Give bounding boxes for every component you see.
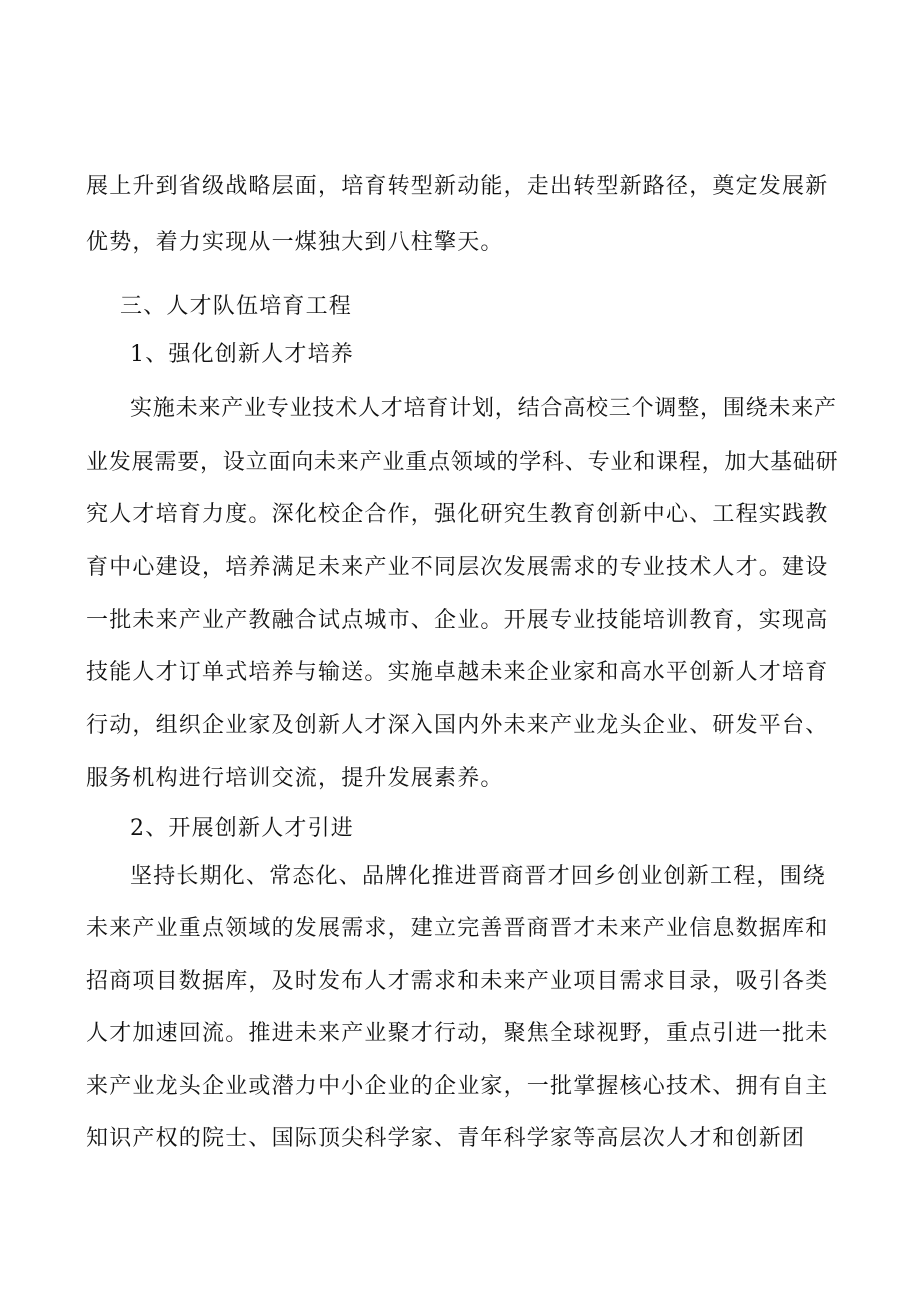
section-heading: 三、人才队伍培育工程: [120, 294, 353, 319]
sub1-line-6: 技能人才订单式培养与输送。实施卓越未来企业家和高水平创新人才培育: [86, 660, 829, 685]
sub2-line-1: 坚持长期化、常态化、品牌化推进晋商晋才回乡创业创新工程，围绕: [130, 864, 827, 889]
sub2-heading: 2、开展创新人才引进: [130, 816, 354, 841]
sub1-heading: 1、强化创新人才培养: [130, 342, 354, 367]
sub1-line-1: 实施未来产业专业技术人才培育计划，结合高校三个调整，围绕未来产: [130, 396, 837, 421]
intro-line-1: 展上升到省级战略层面，培育转型新动能，走出转型新路径，奠定发展新: [86, 174, 829, 199]
sub1-line-5: 一批未来产业产教融合试点城市、企业。开展专业技能培训教育，实现高: [86, 608, 829, 633]
sub2-line-5: 来产业龙头企业或潜力中小企业的企业家，一批掌握核心技术、拥有自主: [86, 1074, 829, 1099]
sub1-line-2: 业发展需要，设立面向未来产业重点领域的学科、专业和课程，加大基础研: [86, 450, 839, 475]
sub1-line-4: 育中心建设，培养满足未来产业不同层次发展需求的专业技术人才。建设: [86, 555, 829, 580]
sub1-line-3: 究人才培育力度。深化校企合作，强化研究生教育创新中心、工程实践教: [86, 502, 829, 527]
sub1-line-8: 服务机构进行培训交流，提升发展素养。: [86, 766, 504, 791]
sub2-line-3: 招商项目数据库，及时发布人才需求和未来产业项目需求目录，吸引各类: [86, 969, 829, 994]
sub2-line-6: 知识产权的院士、国际顶尖科学家、青年科学家等高层次人才和创新团: [86, 1126, 806, 1151]
intro-line-2: 优势，着力实现从一煤独大到八柱擎天。: [86, 230, 504, 255]
sub2-line-2: 未来产业重点领域的发展需求，建立完善晋商晋才未来产业信息数据库和: [86, 916, 829, 941]
sub1-line-7: 行动，组织企业家及创新人才深入国内外未来产业龙头企业、研发平台、: [86, 713, 829, 738]
sub2-line-4: 人才加速回流。推进未来产业聚才行动，聚焦全球视野，重点引进一批未: [86, 1021, 829, 1046]
